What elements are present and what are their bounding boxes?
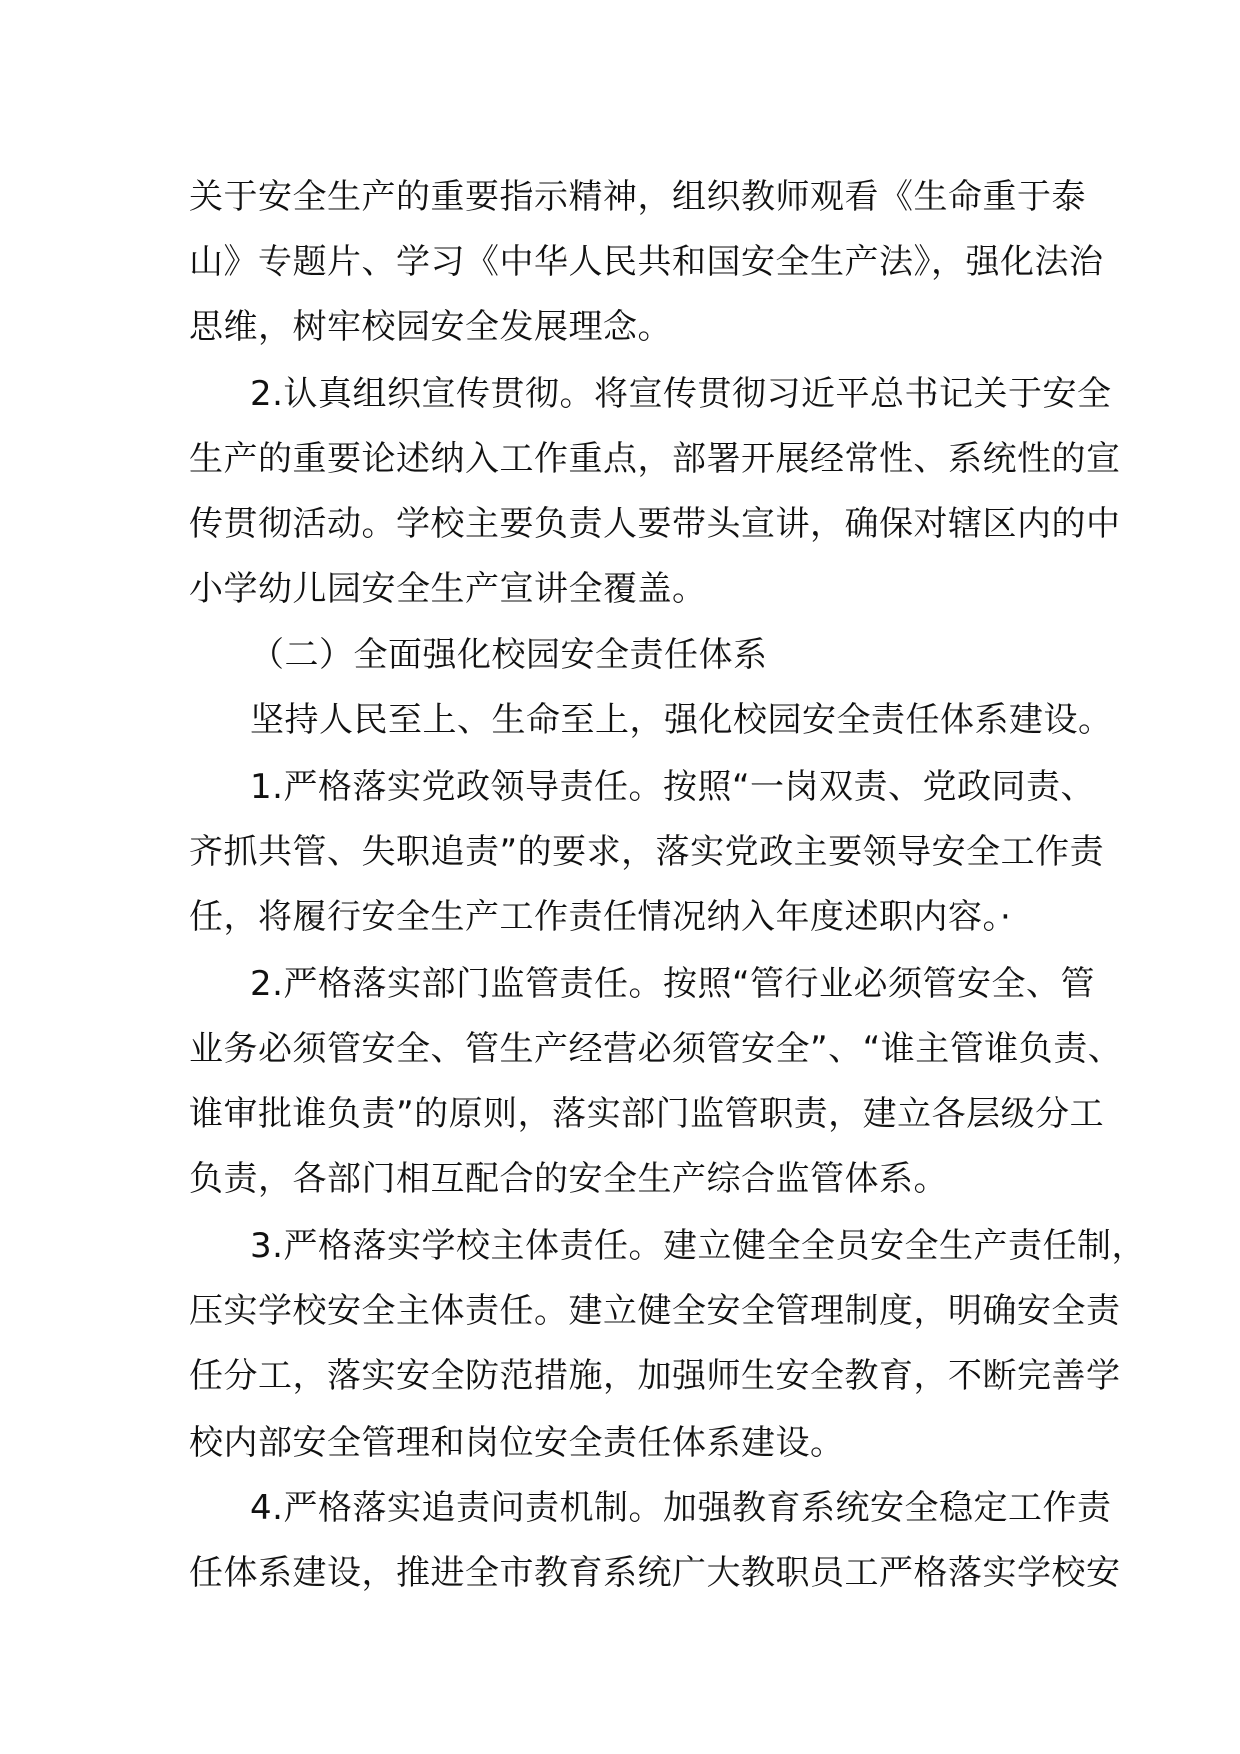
paragraph-line: 任体系建设，推进全市教育系统广大教职员工严格落实学校安 [189, 1553, 1121, 1593]
paragraph-line: 压实学校安全主体责任。建立健全安全管理制度，明确安全责 [189, 1291, 1121, 1331]
paragraph-line: 任，将履行安全生产工作责任情况纳入年度述职内容。· [189, 897, 1012, 937]
section-heading: （二）全面强化校园安全责任体系 [250, 635, 768, 675]
paragraph-line: 生产的重要论述纳入工作重点，部署开展经常性、系统性的宣 [189, 439, 1121, 479]
paragraph-line: 校内部安全管理和岗位安全责任体系建设。 [189, 1423, 845, 1463]
paragraph-line: 关于安全生产的重要指示精神，组织教师观看《生命重于泰 [189, 177, 1086, 217]
paragraph-line: 任分工，落实安全防范措施，加强师生安全教育，不断完善学 [189, 1356, 1121, 1396]
paragraph-line: 负责，各部门相互配合的安全生产综合监管体系。 [189, 1159, 948, 1199]
paragraph-line: 业务必须管安全、管生产经营必须管安全”、“谁主管谁负责、 [189, 1029, 1123, 1069]
paragraph-line: 1.严格落实党政领导责任。按照“一岗双责、党政同责、 [250, 767, 1096, 807]
paragraph-line: 2.严格落实部门监管责任。按照“管行业必须管安全、管 [250, 964, 1096, 1004]
paragraph-line: 坚持人民至上、生命至上，强化校园安全责任体系建设。 [250, 700, 1113, 740]
paragraph-line: 3.严格落实学校主体责任。建立健全全员安全生产责任制， [250, 1226, 1146, 1266]
paragraph-line: 齐抓共管、失职追责”的要求，落实党政主要领导安全工作责 [189, 832, 1105, 872]
paragraph-line: 小学幼儿园安全生产宣讲全覆盖。 [189, 569, 707, 609]
paragraph-line: 2.认真组织宣传贯彻。将宣传贯彻习近平总书记关于安全 [250, 374, 1112, 414]
paragraph-line: 传贯彻活动。学校主要负责人要带头宣讲，确保对辖区内的中 [189, 504, 1121, 544]
paragraph-line: 山》专题片、学习《中华人民共和国安全生产法》，强化法治 [189, 242, 1104, 282]
paragraph-line: 4.严格落实追责问责机制。加强教育系统安全稳定工作责 [250, 1488, 1112, 1528]
paragraph-line: 思维，树牢校园安全发展理念。 [189, 307, 672, 347]
paragraph-line: 谁审批谁负责”的原则，落实部门监管职责，建立各层级分工 [189, 1094, 1105, 1134]
